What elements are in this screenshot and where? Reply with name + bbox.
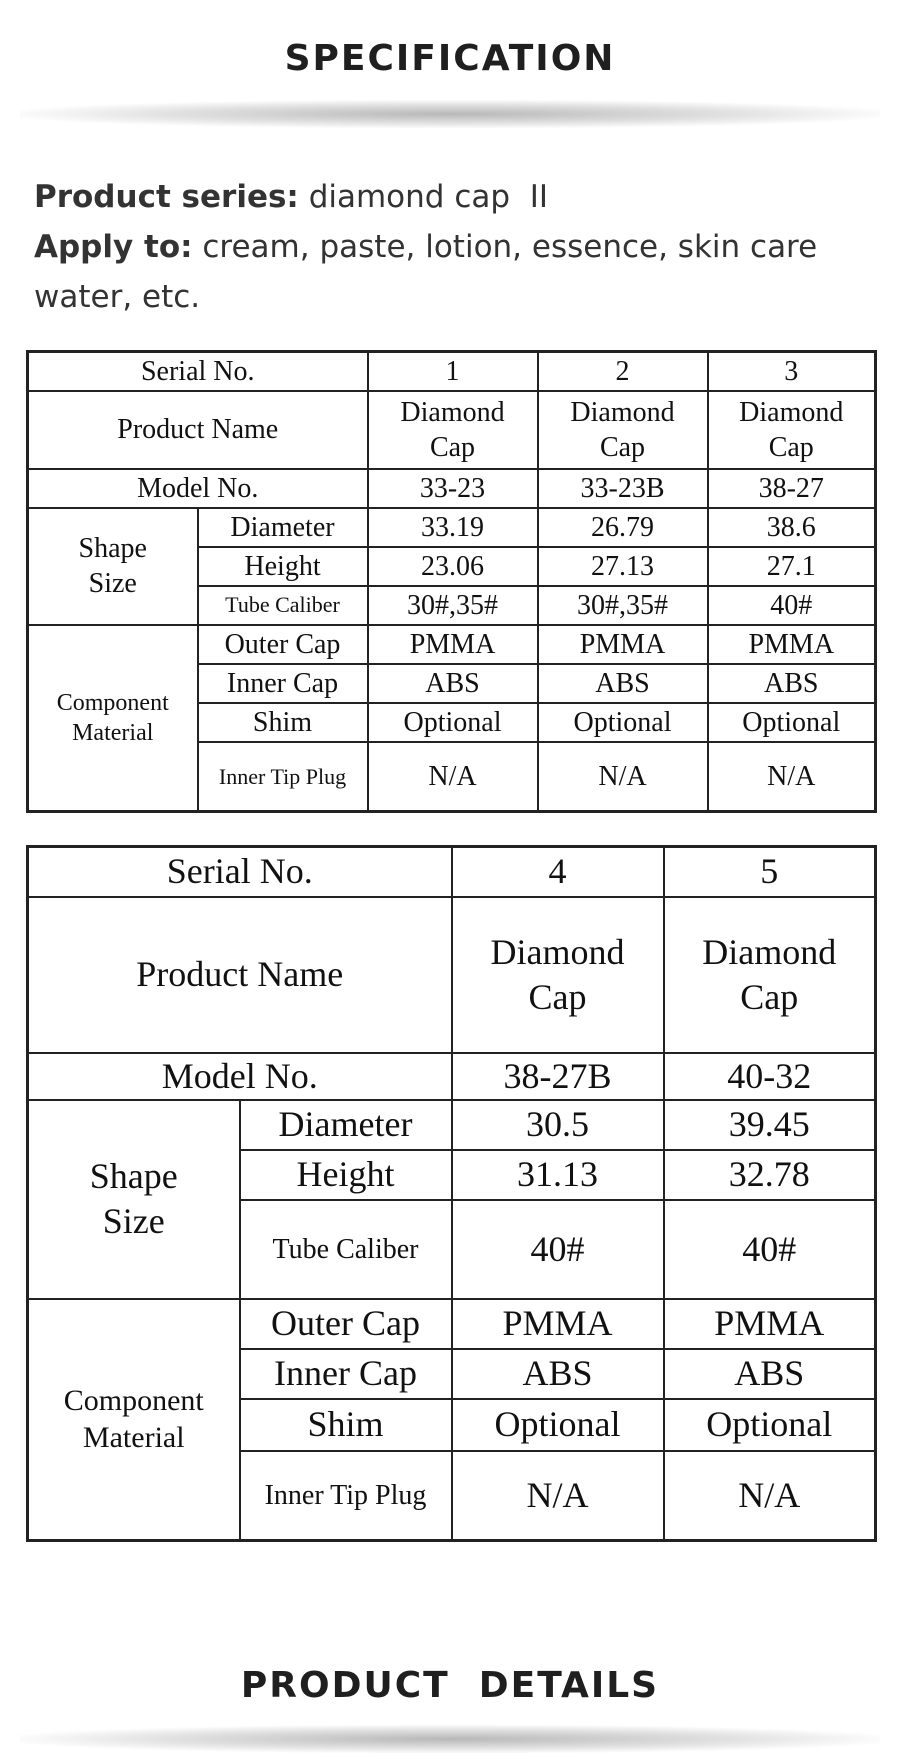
inner-cap-label: Inner Cap (240, 1349, 452, 1399)
product-name-value: Diamond Cap (538, 391, 708, 469)
apply-to-line (34, 222, 874, 322)
model-value: 38-27 (708, 469, 876, 508)
serial-value: 4 (452, 847, 664, 897)
component-material-label: Component Material (28, 625, 198, 812)
product-series-label: Product series: (34, 179, 299, 215)
table-row (28, 625, 876, 664)
table-row (28, 508, 876, 547)
tube-caliber-value: 30#,35# (368, 586, 538, 625)
spec-table-2 (26, 845, 877, 1542)
serial-label: Serial No. (28, 352, 368, 391)
height-value: 27.1 (708, 547, 876, 586)
product-name-value: Diamond Cap (664, 897, 876, 1053)
table-row (28, 847, 876, 897)
inner-tip-plug-label: Inner Tip Plug (240, 1451, 452, 1541)
inner-cap-value: ABS (452, 1349, 664, 1399)
product-intro (34, 172, 874, 322)
serial-label: Serial No. (28, 847, 452, 897)
table-row (28, 469, 876, 508)
inner-cap-value: ABS (368, 664, 538, 703)
product-name-value: Diamond Cap (368, 391, 538, 469)
diameter-value: 39.45 (664, 1100, 876, 1150)
model-value: 40-32 (664, 1053, 876, 1100)
inner-cap-value: ABS (708, 664, 876, 703)
shim-value: Optional (538, 703, 708, 742)
tube-caliber-value: 40# (452, 1200, 664, 1299)
product-name-label: Product Name (28, 897, 452, 1053)
spec-table-1 (26, 350, 877, 813)
inner-tip-plug-value: N/A (452, 1451, 664, 1541)
tube-caliber-value: 40# (708, 586, 876, 625)
heading-divider-shadow (20, 100, 880, 128)
outer-cap-value: PMMA (452, 1299, 664, 1349)
product-name-value: Diamond Cap (708, 391, 876, 469)
tube-caliber-value: 40# (664, 1200, 876, 1299)
table-row (28, 391, 876, 469)
table-row (28, 897, 876, 1053)
diameter-value: 30.5 (452, 1100, 664, 1150)
inner-tip-plug-label: Inner Tip Plug (198, 742, 368, 812)
shim-value: Optional (452, 1399, 664, 1451)
outer-cap-value: PMMA (664, 1299, 876, 1349)
outer-cap-value: PMMA (708, 625, 876, 664)
inner-tip-plug-value: N/A (664, 1451, 876, 1541)
height-value: 31.13 (452, 1150, 664, 1200)
diameter-value: 33.19 (368, 508, 538, 547)
serial-value: 3 (708, 352, 876, 391)
product-series-line (34, 172, 874, 222)
model-value: 33-23B (538, 469, 708, 508)
apply-to-label: Apply to: (34, 229, 193, 265)
tube-caliber-label: Tube Caliber (198, 586, 368, 625)
shape-size-label: Shape Size (28, 508, 198, 625)
inner-tip-plug-value: N/A (538, 742, 708, 812)
serial-value: 5 (664, 847, 876, 897)
height-value: 27.13 (538, 547, 708, 586)
serial-value: 2 (538, 352, 708, 391)
component-material-label: Component Material (28, 1299, 240, 1541)
outer-cap-label: Outer Cap (198, 625, 368, 664)
outer-cap-value: PMMA (538, 625, 708, 664)
height-label: Height (240, 1150, 452, 1200)
table-row (28, 1053, 876, 1100)
diameter-label: Diameter (240, 1100, 452, 1150)
diameter-value: 26.79 (538, 508, 708, 547)
model-value: 38-27B (452, 1053, 664, 1100)
tube-caliber-value: 30#,35# (538, 586, 708, 625)
inner-tip-plug-value: N/A (708, 742, 876, 812)
outer-cap-label: Outer Cap (240, 1299, 452, 1349)
table-row (28, 352, 876, 391)
tube-caliber-label: Tube Caliber (240, 1200, 452, 1299)
model-label: Model No. (28, 1053, 452, 1100)
height-value: 32.78 (664, 1150, 876, 1200)
inner-cap-value: ABS (664, 1349, 876, 1399)
inner-tip-plug-value: N/A (368, 742, 538, 812)
shim-value: Optional (708, 703, 876, 742)
product-details-heading: PRODUCT DETAILS (240, 1665, 660, 1706)
product-series-value: diamond cap II (308, 179, 549, 215)
table-row (28, 1100, 876, 1150)
shape-size-label: Shape Size (28, 1100, 240, 1299)
product-name-value: Diamond Cap (452, 897, 664, 1053)
inner-cap-label: Inner Cap (198, 664, 368, 703)
model-value: 33-23 (368, 469, 538, 508)
table-row (28, 1299, 876, 1349)
diameter-label: Diameter (198, 508, 368, 547)
shim-label: Shim (198, 703, 368, 742)
inner-cap-value: ABS (538, 664, 708, 703)
product-name-label: Product Name (28, 391, 368, 469)
shim-value: Optional (368, 703, 538, 742)
serial-value: 1 (368, 352, 538, 391)
height-value: 23.06 (368, 547, 538, 586)
diameter-value: 38.6 (708, 508, 876, 547)
height-label: Height (198, 547, 368, 586)
specification-heading: SPECIFICATION (284, 38, 616, 79)
outer-cap-value: PMMA (368, 625, 538, 664)
shim-label: Shim (240, 1399, 452, 1451)
apply-to-value: cream, paste, lotion, essence, skin care water, etc. (34, 229, 818, 315)
model-label: Model No. (28, 469, 368, 508)
details-divider-shadow (20, 1725, 880, 1753)
shim-value: Optional (664, 1399, 876, 1451)
